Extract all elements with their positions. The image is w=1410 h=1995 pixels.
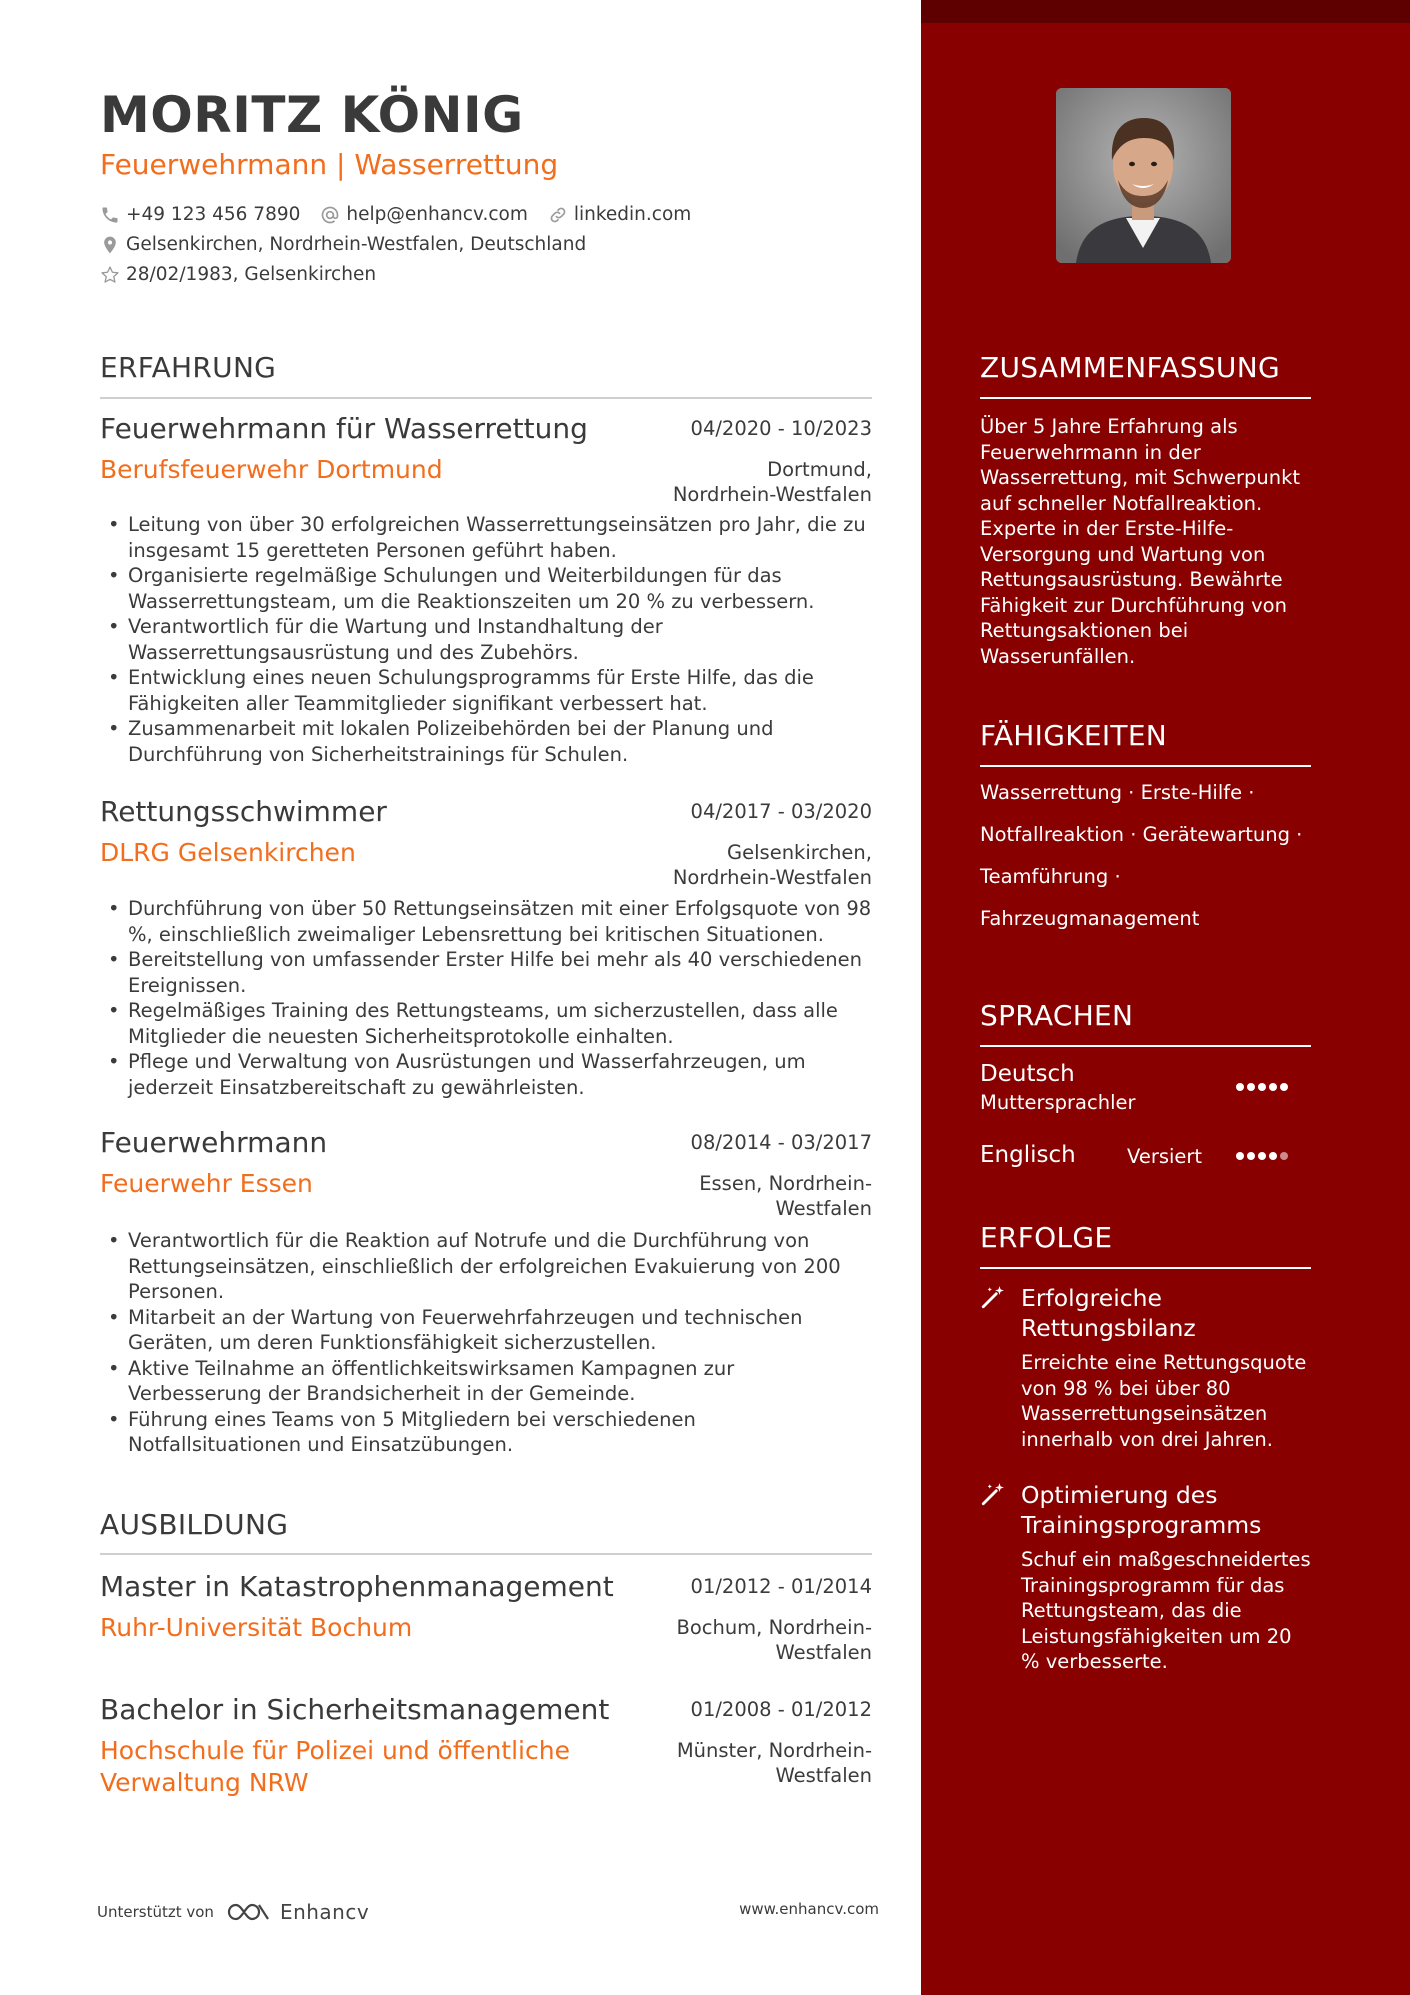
enhancv-logo-icon: [226, 1901, 272, 1923]
at-icon: [320, 205, 340, 225]
rating-dot: [1247, 1152, 1255, 1160]
language-level: Versiert: [1127, 1145, 1203, 1168]
rating-dot: [1280, 1083, 1288, 1091]
skills-line: Teamführung ·: [980, 865, 1121, 888]
location-pin-icon: [100, 235, 120, 255]
education-location-line: Westfalen: [775, 1764, 872, 1787]
contact-row-1: [100, 204, 711, 225]
achievements-heading: ERFOLGE: [980, 1221, 1113, 1254]
location-text: Gelsenkirchen, Nordrhein-Westfalen, Deutschland: [126, 234, 587, 255]
job-bullet: • Zusammenarbeit mit lokalen Polizeibehörden bei der Planung und Durchführung von Sicherheitstrainings für Schulen.: [100, 716, 872, 767]
education-heading: AUSBILDUNG: [100, 1508, 289, 1541]
job-title: Rettungsschwimmer: [100, 795, 387, 828]
contact-row-3: [100, 264, 396, 285]
school-name: Ruhr-Universität Bochum: [100, 1613, 413, 1642]
education-divider: [100, 1553, 872, 1555]
job-bullet: • Führung eines Teams von 5 Mitgliedern bei verschiedenen Notfallsituationen und Einsatzübungen.: [100, 1407, 872, 1458]
rating-dot: [1236, 1152, 1244, 1160]
job-location: [699, 1171, 872, 1221]
school-name: [100, 1735, 570, 1799]
job-bullet: • Leitung von über 30 erfolgreichen Wasserrettungseinsätzen pro Jahr, die zu insgesamt 15 geretteten Personen geführt haben.: [100, 512, 872, 563]
job-location-line: Nordrhein-Westfalen: [672, 483, 872, 506]
job-entry: [100, 795, 872, 1099]
footer-website[interactable]: www.enhancv.com: [739, 1900, 879, 1918]
phone-text: +49 123 456 7890: [126, 204, 301, 225]
rating-dot: [1269, 1152, 1277, 1160]
job-location-line: Nordrhein-Westfalen: [672, 866, 872, 889]
achievement-description: Schuf ein maßgeschneidertes Trainingsprogramm für das Rettungsteam, das die Leistungsfähigkeiten um 20 % verbesserte.: [1021, 1548, 1311, 1673]
profile-photo: [1056, 88, 1231, 263]
job-bullet: • Pflege und Verwaltung von Ausrüstungen und Wasserfahrzeugen, um jederzeit Einsatzbereitschaft zu gewährleisten.: [100, 1049, 872, 1100]
candidate-name: MORITZ KÖNIG: [100, 86, 524, 144]
education-dates: 01/2008 - 01/2012: [690, 1698, 872, 1721]
powered-by[interactable]: [97, 1900, 369, 1924]
magic-wand-icon: [980, 1481, 1006, 1507]
footer: [97, 1896, 879, 1924]
degree-title: Master in Katastrophenmanagement: [100, 1570, 614, 1603]
sidebar: [921, 0, 1410, 1995]
skill-item: Fahrzeugmanagement: [980, 907, 1200, 930]
rating-dot: [1247, 1083, 1255, 1091]
contact-row-2: [100, 234, 606, 255]
languages-divider: [980, 1045, 1311, 1047]
education-location-line: Westfalen: [775, 1641, 872, 1664]
job-location-line: Gelsenkirchen,: [727, 841, 872, 864]
experience-divider: [100, 397, 872, 399]
achievement-description: Erreichte eine Rettungsquote von 98 % bei über 80 Wasserrettungseinsätzen innerhalb von drei Jahren.: [1021, 1351, 1307, 1451]
link-icon: [548, 205, 568, 225]
job-company: DLRG Gelsenkirchen: [100, 838, 356, 867]
birth-text: 28/02/1983, Gelsenkirchen: [126, 264, 377, 285]
rating-dot: [1280, 1152, 1288, 1160]
summary-text: Über 5 Jahre Erfahrung als Feuerwehrmann in der Wasserrettung, mit Schwerpunkt auf schneller Notfallreaktion. Experte in der Erste-Hilfe-Versorgung und Wartung von Rettungsausrüstung. Bewährte Fähigkeit zur Durchführung von Rettungsaktionen bei Wasserunfällen.: [980, 415, 1301, 668]
job-bullet: • Bereitstellung von umfassender Erster Hilfe bei mehr als 40 verschiedenen Ereignissen.: [100, 947, 872, 998]
job-location: [673, 457, 872, 507]
job-location: [673, 840, 872, 890]
job-dates: 04/2017 - 03/2020: [690, 800, 872, 823]
job-bullet: • Verantwortlich für die Reaktion auf Notrufe und die Durchführung von Rettungseinsätzen, einschließlich der erfolgreichen Evakuierung von 200 Personen.: [100, 1228, 872, 1305]
powered-by-label: Unterstützt von: [97, 1903, 214, 1921]
job-company: Berufsfeuerwehr Dortmund: [100, 455, 443, 484]
education-entry: [100, 1570, 872, 1664]
skill-item: Erste-Hilfe: [1140, 781, 1243, 804]
language-rating: [1236, 1152, 1288, 1160]
job-entry: [100, 1126, 872, 1456]
language-level: Muttersprachler: [980, 1091, 1136, 1114]
job-dates: 08/2014 - 03/2017: [690, 1131, 872, 1154]
rating-dot: [1269, 1083, 1277, 1091]
skill-item: Teamführung: [980, 865, 1109, 888]
job-bullet: • Verantwortlich für die Wartung und Instandhaltung der Wasserrettungsausrüstung und des Zubehörs.: [100, 614, 872, 665]
linkedin-text: linkedin.com: [573, 204, 692, 225]
job-location-line: Westfalen: [775, 1197, 872, 1220]
skill-item: Notfallreaktion: [980, 823, 1124, 846]
education-location-line: Bochum, Nordrhein-: [676, 1616, 872, 1639]
job-bullet: • Regelmäßiges Training des Rettungsteams, um sicherzustellen, dass alle Mitglieder die neuesten Sicherheitsprotokolle einhalten.: [100, 998, 872, 1049]
education-location-line: Münster, Nordrhein-: [676, 1739, 872, 1762]
job-bullet: • Aktive Teilnahme an öffentlichkeitswirksamen Kampagnen zur Verbesserung der Brandsicherheit in der Gemeinde.: [100, 1356, 872, 1407]
job-title: Feuerwehrmann: [100, 1126, 328, 1159]
degree-title: Bachelor in Sicherheitsmanagement: [100, 1693, 610, 1726]
job-entry: [100, 412, 872, 766]
star-icon: [100, 265, 120, 285]
education-entry: [100, 1693, 872, 1797]
skills-line: [980, 907, 1199, 930]
school-name-line: Hochschule für Polizei und öffentliche: [100, 1736, 570, 1765]
rating-dot: [1258, 1152, 1266, 1160]
languages-heading: SPRACHEN: [980, 999, 1134, 1032]
achievement-title: Erfolgreiche Rettungsbilanz: [1021, 1284, 1196, 1342]
education-location: [676, 1615, 872, 1665]
job-location-line: Essen, Nordrhein-: [699, 1172, 872, 1195]
job-dates: 04/2020 - 10/2023: [690, 417, 872, 440]
language-name: Englisch: [980, 1142, 1076, 1168]
education-location: [677, 1738, 872, 1788]
language-name: Deutsch: [980, 1061, 1075, 1087]
job-title: Feuerwehrmann für Wasserrettung: [100, 412, 588, 445]
summary-divider: [980, 397, 1311, 399]
phone-contact[interactable]: [100, 204, 300, 225]
linkedin-contact[interactable]: [548, 204, 691, 225]
email-text: help@enhancv.com: [346, 204, 528, 225]
job-bullets: [100, 896, 872, 1100]
skills-divider: [980, 765, 1311, 767]
language-rating: [1236, 1083, 1288, 1091]
skill-item: Gerätewartung: [1142, 823, 1290, 846]
birth-contact: [100, 264, 376, 285]
job-bullet: • Mitarbeit an der Wartung von Feuerwehrfahrzeugen und technischen Geräten, um deren Funktionsfähigkeit sicherzustellen.: [100, 1305, 872, 1356]
job-bullet: • Organisierte regelmäßige Schulungen und Weiterbildungen für das Wasserrettungsteam, um die Reaktionszeiten um 20 % zu verbessern.: [100, 563, 872, 614]
skills-heading: FÄHIGKEITEN: [980, 719, 1168, 752]
job-bullet: • Entwicklung eines neuen Schulungsprogramms für Erste Hilfe, das die Fähigkeiten aller Teammitglieder signifikant verbessert hat.: [100, 665, 872, 716]
achievement-title: Optimierung des Trainingsprogramms: [1021, 1481, 1262, 1539]
job-bullets: [100, 1228, 872, 1458]
skills-line: Notfallreaktion · Gerätewartung ·: [980, 823, 1303, 846]
skills-line: Wasserrettung · Erste-Hilfe ·: [980, 781, 1255, 804]
summary-heading: ZUSAMMENFASSUNG: [980, 351, 1280, 384]
job-bullets: [100, 512, 872, 767]
rating-dot: [1236, 1083, 1244, 1091]
magic-wand-icon: [980, 1284, 1006, 1310]
skill-item: Wasserrettung: [980, 781, 1122, 804]
experience-heading: ERFAHRUNG: [100, 351, 277, 384]
candidate-headline: Feuerwehrmann | Wasserrettung: [100, 148, 559, 181]
school-name-line: Verwaltung NRW: [100, 1768, 309, 1797]
job-company: Feuerwehr Essen: [100, 1169, 313, 1198]
achievements-divider: [980, 1267, 1311, 1269]
sidebar-topbar: [921, 0, 1410, 23]
job-bullet: • Durchführung von über 50 Rettungseinsätzen mit einer Erfolgsquote von 98 %, einschließlich zweimaliger Lebensrettung bei kritischen Situationen.: [100, 896, 872, 947]
email-contact[interactable]: [320, 204, 527, 225]
location-contact: [100, 234, 586, 255]
portrait-image: [1056, 88, 1231, 263]
phone-icon: [100, 205, 120, 225]
rating-dot: [1258, 1083, 1266, 1091]
enhancv-brand: Enhancv: [279, 1900, 370, 1924]
job-location-line: Dortmund,: [767, 458, 872, 481]
education-dates: 01/2012 - 01/2014: [690, 1575, 872, 1598]
